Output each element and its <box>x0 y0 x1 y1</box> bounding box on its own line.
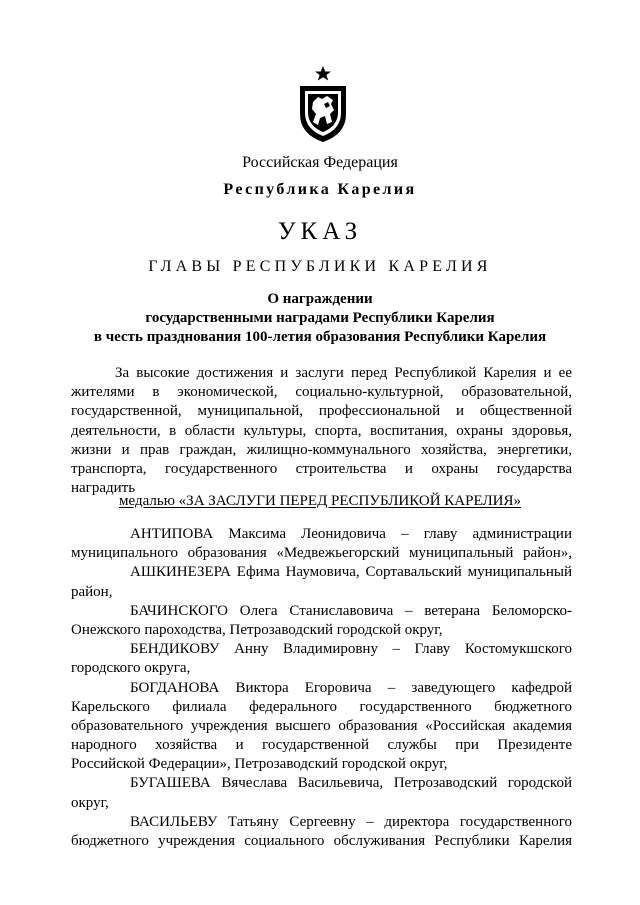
award-line: образовательного учреждения высшего образования «Российская академия <box>71 717 572 734</box>
award-line: АШКИНЕЗЕРА Ефима Наумовича, Сортавальский муниципальный <box>130 564 572 581</box>
award-line: БАЧИНСКОГО Олега Станиславовича – ветерана Беломорско- <box>130 602 572 619</box>
medal-name: медалью «ЗА ЗАСЛУГИ ПЕРЕД РЕСПУБЛИКОЙ КАРЕЛИЯ» <box>119 493 521 509</box>
decree-subject <box>0 290 640 347</box>
award-line: БУГАШЕВА Вячеслава Васильевича, Петрозаводский городской <box>130 775 572 792</box>
award-line: бюджетного учреждения социального обслуживания Республики Карелия <box>71 833 572 849</box>
award-line: АНТИПОВА Максима Леонидовича – главу администрации <box>130 526 572 542</box>
preamble-line: За высокие достижения и заслуги перед Республикой Карелия и ее <box>115 365 572 381</box>
subject-line: О награждении <box>267 291 373 307</box>
award-line: БЕНДИКОВУ Анну Владимировну – Главу Костомукшского <box>130 641 572 658</box>
republic-title: Республика Карелия <box>223 181 417 198</box>
award-line: БОГДАНОВА Виктора Егоровича – заведующего кафедрой <box>130 679 572 696</box>
award-line: Онежского пароходства, Петрозаводский городской округ, <box>71 621 443 638</box>
federation-title: Российская Федерация <box>242 154 398 171</box>
preamble-line: наградить <box>71 480 136 497</box>
preamble-line: государственной, муниципальной, профессиональной и общественной <box>71 403 572 420</box>
preamble-line: жителями в экономической, социально-культурной, образовательной, <box>71 384 572 401</box>
subject-line: государственными наградами Республики Карелия <box>145 310 495 326</box>
preamble-line: жизни и прав граждан, жилищно-коммунального хозяйства, энергетики, <box>71 441 572 458</box>
award-line: народного хозяйства и государственной службы при Президенте <box>71 737 572 754</box>
award-line: городского округа, <box>71 660 191 677</box>
award-list <box>71 525 572 851</box>
award-line: Карельского филиала федерального государственного бюджетного <box>71 698 572 715</box>
decree-preamble <box>71 364 572 498</box>
award-line: ВАСИЛЬЕВУ Татьяну Сергеевну – директора государственного <box>130 813 572 830</box>
award-line: округ, <box>71 794 109 811</box>
subject-line: в честь празднования 100-летия образования Республики Карелия <box>93 329 547 345</box>
preamble-line: деятельности, в области культуры, спорта, воспитания, охраны здоровья, <box>71 422 572 439</box>
decree-title: УКАЗ <box>277 218 363 245</box>
award-line: район, <box>71 583 113 600</box>
preamble-line: транспорта, государственного строительства и охраны государства <box>71 460 572 477</box>
karelia-coat-of-arms-icon <box>296 64 350 144</box>
head-of-republic-title: ГЛАВЫ РЕСПУБЛИКИ КАРЕЛИЯ <box>148 258 492 275</box>
award-line: Российской Федерации», Петрозаводский городской округ, <box>71 756 448 773</box>
award-line: муниципального образования «Медвежьегорский муниципальный район», <box>71 545 572 562</box>
